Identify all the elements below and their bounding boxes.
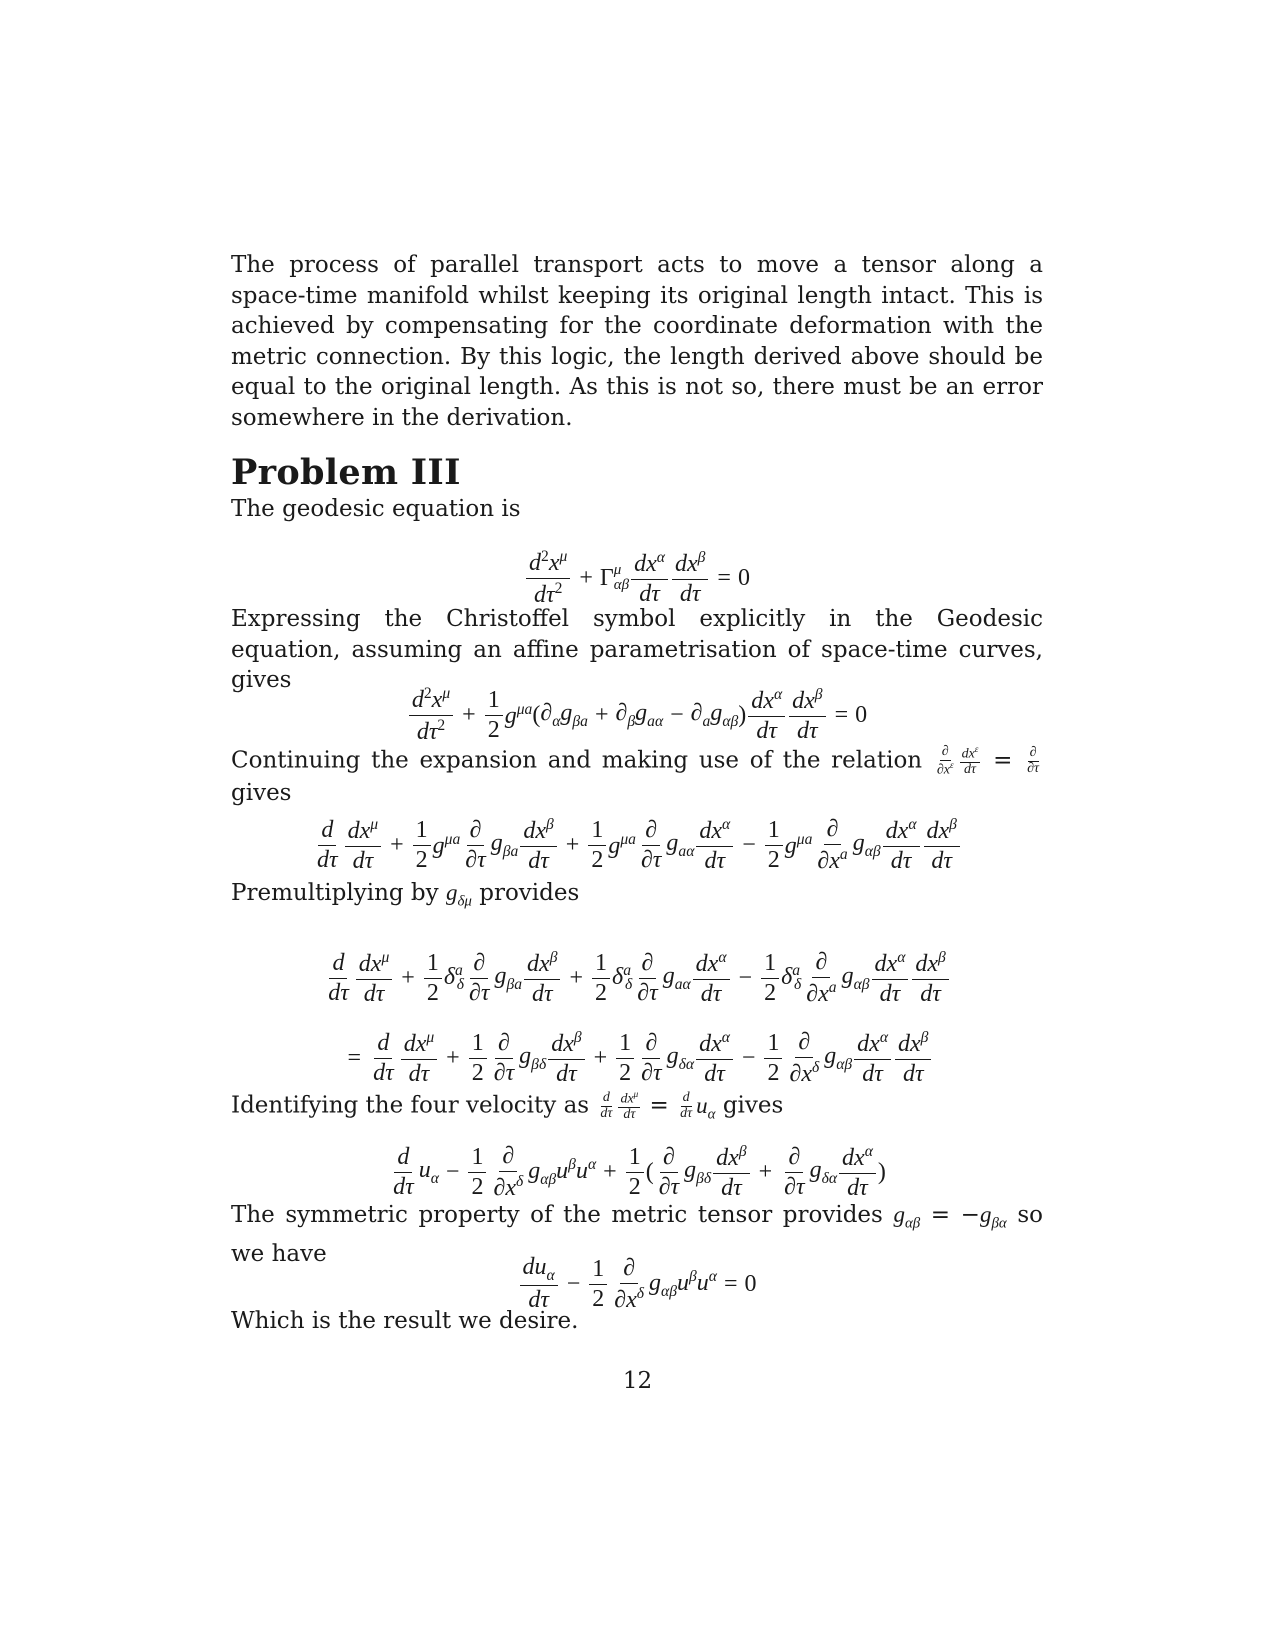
equation-premultiplied-line1: $\frac{d}{d\tau}$ $\frac{dx^\mu}{d\tau}$ + $\frac{1}{2}$ $\delta^a_\delta$ $\frac{\partial}{\partial\tau}$ $g_{\beta a}$ $\frac{dx^\beta}{d\tau}$ + $\frac{1}{2}$ $\delta^a_\delta$ $\frac{\partial}{\partial\tau}$ $g_{a\alpha}$ $\frac{dx^\alpha}{d\tau}$ − $\frac{1}{2}$ $\delta^a_\delta$ $\frac{\partial}{\partial x^a}$ $g_{\alpha\beta}$ $\frac{dx^\alpha}{d\tau}$ $\frac{dx^\beta}{d\tau}$	[231, 946, 1043, 1010]
equation-premultiplied-line2: = $\frac{d}{d\tau}$ $\frac{dx^\mu}{d\tau}$ + $\frac{1}{2}$ $\frac{\partial}{\partial\tau}$ $g_{\beta\delta}$ $\frac{dx^\beta}{d\tau}$ + $\frac{1}{2}$ $\frac{\partial}{\partial\tau}$ $g_{\delta\alpha}$ $\frac{dx^\alpha}{d\tau}$ − $\frac{1}{2}$ $\frac{\partial}{\partial x^\delta}$ $g_{\alpha\beta}$ $\frac{dx^\alpha}{d\tau}$ $\frac{dx^\beta}{d\tau}$	[231, 1026, 1043, 1090]
equation-four-velocity: $\frac{d}{d\tau}$ $u_\alpha$ − $\frac{1}{2}$ $\frac{\partial}{\partial x^\delta}$ $g_{\alpha\beta}u^\beta u^\alpha$ + $\frac{1}{2}$ ( $\frac{\partial}{\partial\tau}$ $g_{\beta\delta}$ $\frac{dx^\beta}{d\tau}$ + $\frac{\partial}{\partial\tau}$ $g_{\delta\alpha}$ $\frac{dx^\alpha}{d\tau}$ )	[393, 1143, 886, 1201]
paragraph-symmetric-so: so we have	[231, 1202, 1043, 1268]
equation-geodesic: $\frac{d^2x^\mu}{d\tau^2}$ + Γ μ αβ $\frac{dx^\alpha}{d\tau}$ $\frac{dx^\beta}{d\tau}$ = 0	[231, 548, 1043, 608]
equation-expanded: $\frac{d}{d\tau}$ $\frac{dx^\mu}{d\tau}$ + $\frac{1}{2}$ $g^{\mu a}$ $\frac{\partial}{\partial\tau}$ $g_{\beta a}$ $\frac{dx^\beta}{d\tau}$ + $\frac{1}{2}$ $g^{\mu a}$ $\frac{\partial}{\partial\tau}$ $g_{a\alpha}$ $\frac{dx^\alpha}{d\tau}$ − $\frac{1}{2}$ $g^{\mu a}$ $\frac{\partial}{\partial x^a}$ $g_{\alpha\beta}$ $\frac{dx^\alpha}{d\tau}$ $\frac{dx^\beta}{d\tau}$	[231, 812, 1043, 878]
paragraph-continuing-gives: gives	[231, 780, 292, 807]
paragraph-christoffel: Expressing the Christoffel symbol explicitly in the Geodesic equation, assuming an affine parametrisation of space-time curves, gives	[231, 606, 1043, 693]
paragraph-parallel-transport: The process of parallel transport acts to move a tensor along a space-time manifold whilst keeping its original length intact. This is achieved by compensating for the coordinate deformation with the metric connection. By this logic, the length derived above should be equal to the original length. As this is not so, there must be an error somewhere in the derivation.	[231, 252, 1043, 431]
page-number: 12	[622, 1368, 653, 1394]
paragraph-conclusion: Which is the result we desire.	[231, 1308, 579, 1334]
paragraph-continuing-text: Continuing the expansion and making use of the relation	[231, 747, 923, 774]
paragraph-four-velocity-gives: gives	[722, 1092, 784, 1119]
section-heading: Problem III	[231, 452, 461, 493]
paragraph-four-velocity: Identifying the four velocity as $\frac{d}{d\tau}$ $\frac{dx^\mu}{d\tau}$ = $\frac{d}{d\tau}$ $u_\alpha$ gives	[231, 1089, 784, 1123]
paragraph-continuing: Continuing the expansion and making use of the relation $\frac{\partial}{\partial x^\varepsilon}$ $\frac{dx^\varepsilon}{d\tau}$ = $\frac{\partial}{\partial\tau}$ gives	[231, 744, 1040, 807]
paragraph-four-velocity-text: Identifying the four velocity as	[231, 1092, 590, 1119]
paragraph-premultiplying-provides: provides	[479, 880, 580, 906]
paragraph-premultiplying-text: Premultiplying by	[231, 880, 439, 906]
equation-result: $\frac{du_\alpha}{d\tau}$ − $\frac{1}{2}$ $\frac{\partial}{\partial x^\delta}$ $g_{\alpha\beta}u^\beta u^\alpha$ = 0	[231, 1252, 1043, 1316]
equation-christoffel-expanded: $\frac{d^2x^\mu}{d\tau^2}$ + $\frac{1}{2}$ $g^{\mu a}$ ( $\partial_\alpha g_{\beta a}$ + $\partial_\beta g_{a\alpha}$ − $\partial_ag_{\alpha\beta}$ ) $\frac{dx^\alpha}{d\tau}$ $\frac{dx^\beta}{d\tau}$ = 0	[231, 684, 1043, 746]
paragraph-symmetric: The symmetric property of the metric tensor provides $g_{\alpha\beta} = -g_{\beta\alpha}$ so we have	[231, 1202, 1043, 1268]
paragraph-symmetric-text: The symmetric property of the metric tensor provides	[231, 1202, 883, 1228]
paragraph-premultiplying: Premultiplying by $g_{\delta\mu}$ provides	[231, 880, 580, 910]
paragraph-geodesic-intro: The geodesic equation is	[231, 496, 521, 522]
